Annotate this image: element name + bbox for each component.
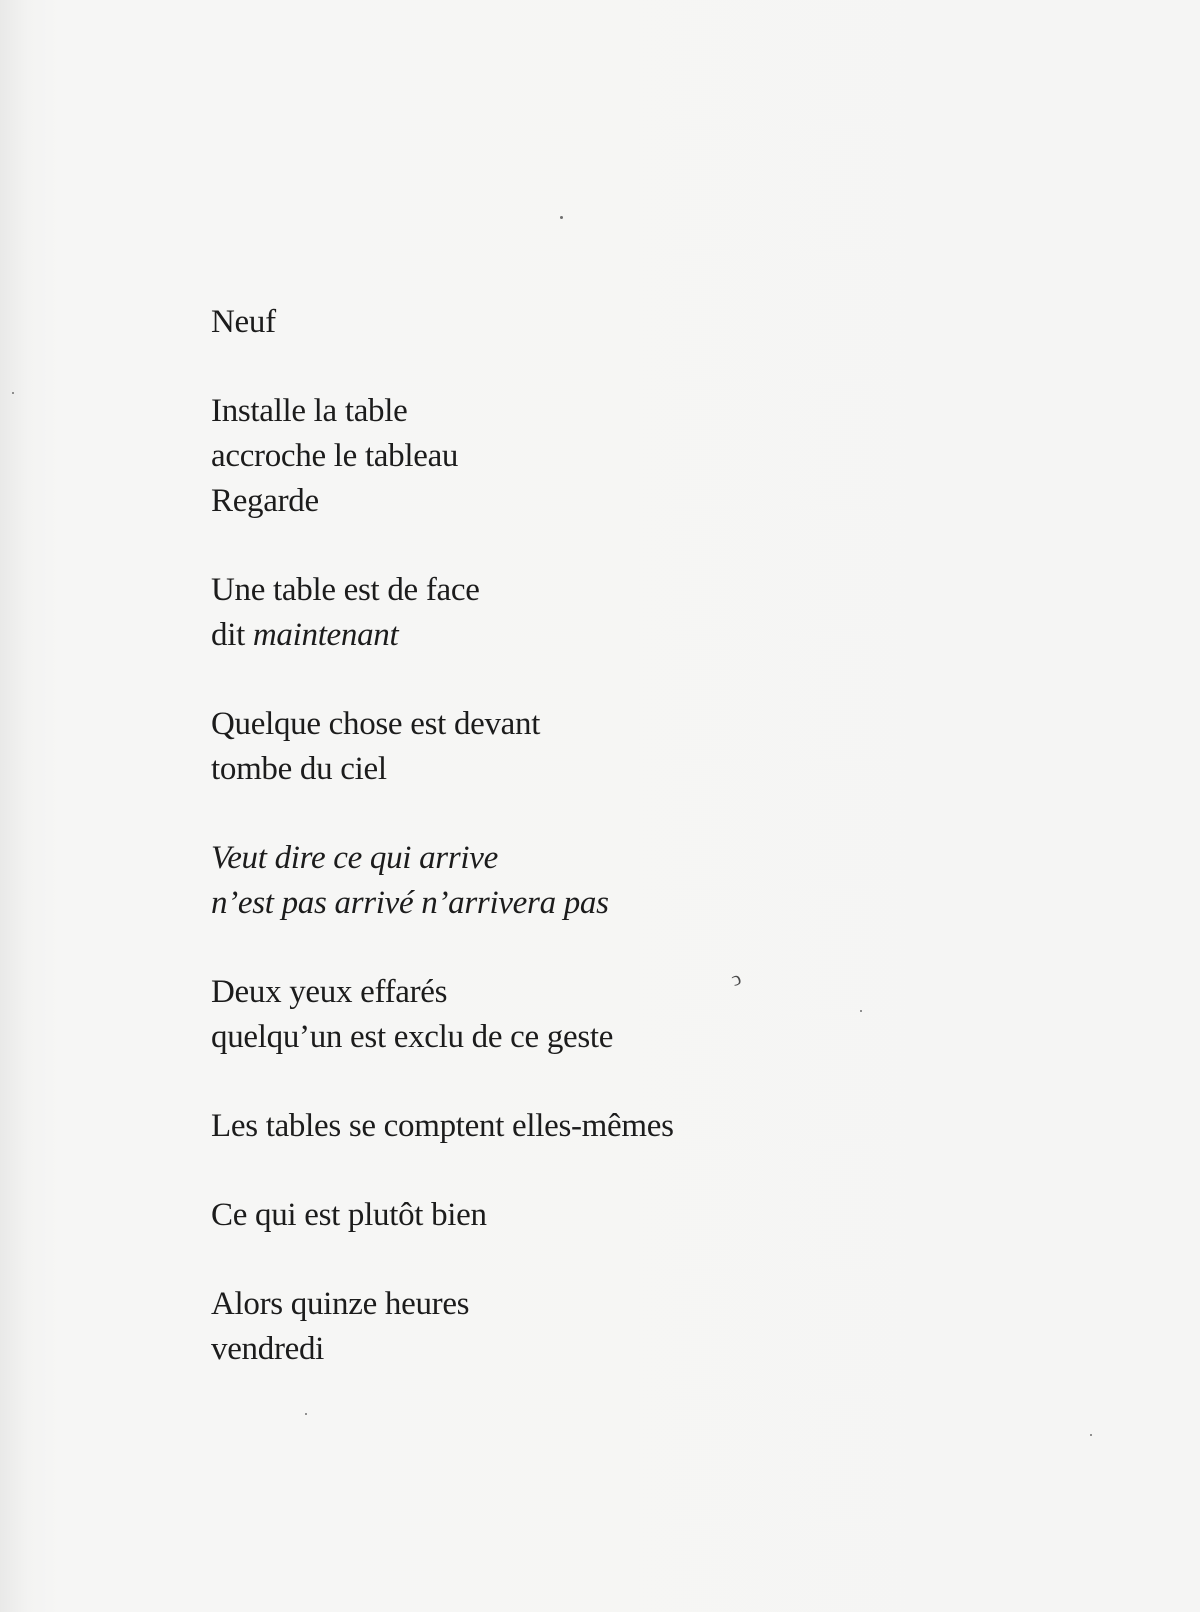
stanza [211,1282,1031,1372]
poem-line [211,1015,1031,1060]
line-text: tombe du ciel [211,751,387,787]
poem-line [211,1282,1031,1327]
line-text: Regarde [211,483,319,519]
paper-speck [1090,1434,1092,1436]
line-text: quelqu’un est exclu de ce geste [211,1019,614,1055]
poem-line [211,1327,1031,1372]
poem-line [211,1104,1031,1149]
paper-speck [305,1413,307,1415]
poem-line [211,479,1031,524]
line-text: accroche le tableau [211,438,459,474]
poem-line [211,1193,1031,1238]
poem-line [211,970,1031,1015]
stanza [211,1104,1031,1149]
pencil-mark: ↄ [728,967,745,991]
poem [211,300,1031,1416]
poem-title-block [211,300,1031,345]
line-text: Les tables se comptent elles-mêmes [211,1108,674,1144]
stanza [211,389,1031,524]
italic-text: maintenant [252,617,399,653]
stanza [211,568,1031,658]
poem-line [211,702,1031,747]
italic-text: Veut dire ce qui arrive [211,840,498,876]
poem-stanzas [211,389,1031,1372]
poem-line [211,568,1031,613]
line-text: Deux yeux effarés [211,974,448,1010]
poem-line [211,881,1031,926]
italic-text: n’est pas arrivé n’arrivera pas [211,885,609,921]
stanza [211,1193,1031,1238]
line-text: Quelque chose est devant [211,706,541,742]
stanza [211,836,1031,926]
poem-line [211,389,1031,434]
line-text: Alors quinze heures [211,1286,470,1322]
poem-line [211,747,1031,792]
paper-speck [860,1010,862,1012]
line-text: vendredi [211,1331,325,1367]
paper-speck [12,392,14,394]
line-text: dit [211,617,253,653]
poem-title: Neuf [211,304,276,340]
stanza [211,702,1031,792]
stanza [211,970,1031,1060]
line-text: Une table est de face [211,572,480,608]
poem-line [211,836,1031,881]
line-text: Installe la table [211,393,408,429]
line-text: Ce qui est plutôt bien [211,1197,487,1233]
poem-line [211,434,1031,479]
poem-line [211,613,1031,658]
paper-speck [560,216,563,219]
